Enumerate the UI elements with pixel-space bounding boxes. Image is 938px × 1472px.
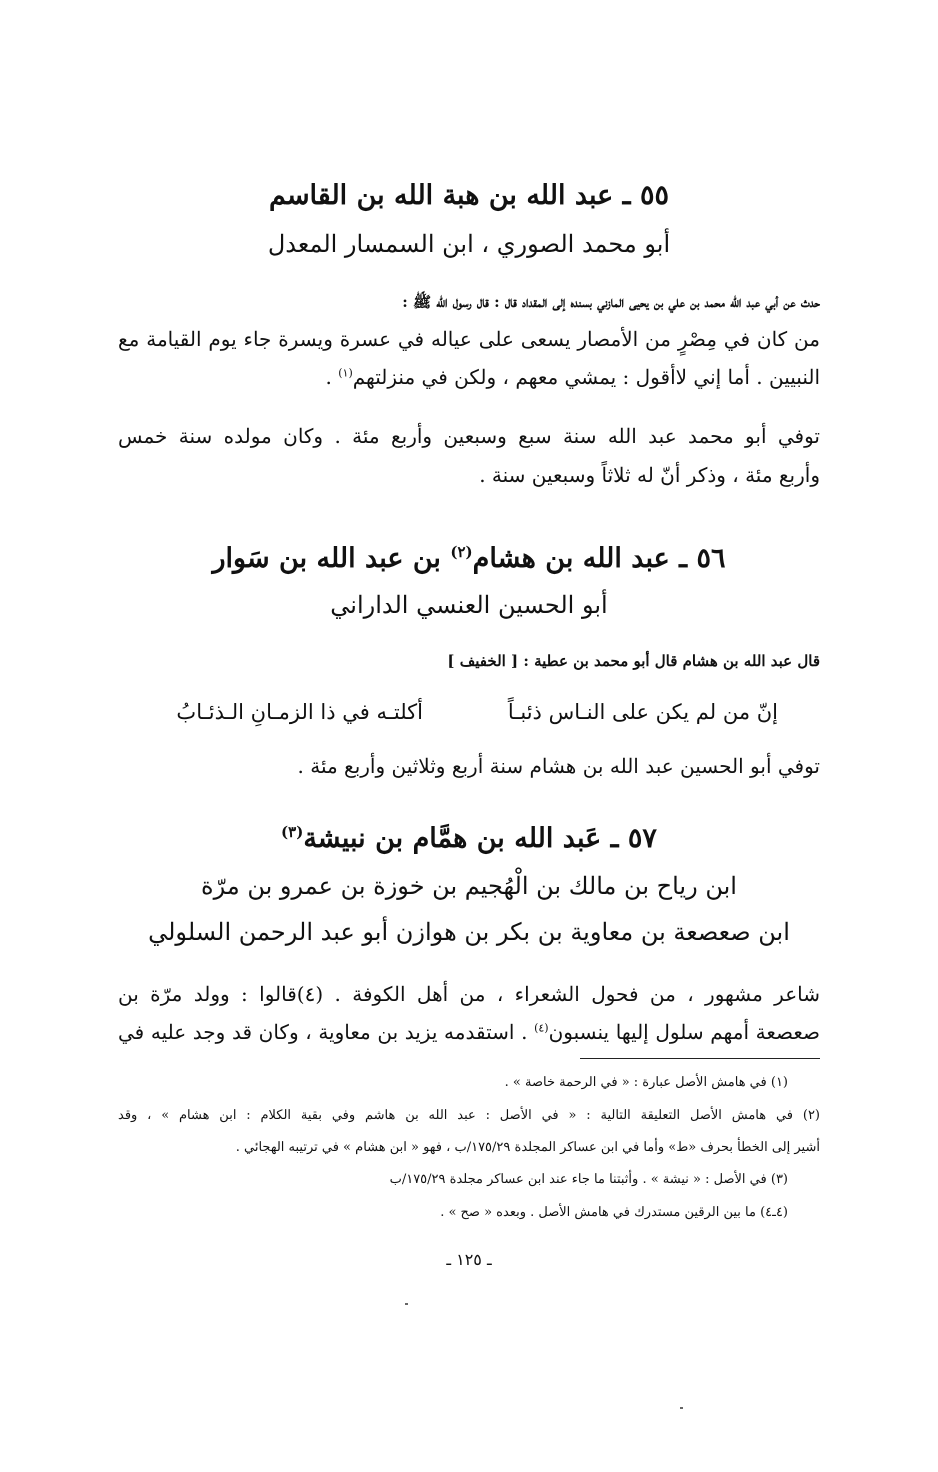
entry-56-heading-b: بن عبد الله بن سَوار [212,543,451,574]
entry-55-isnad: حدث عن أبي عبد الله محمد بن علي بن يحيى المازني بسنده إلى المقداد قال : قال رسول الله ﷺ : [402,293,820,311]
entry-55-death-line-1: توفي أبو محمد عبد الله سنة سبع وسبعين وأربع مئة . وكان مولده سنة خمس [118,424,820,448]
entry-55-heading: ٥٥ ـ عبد الله بن هبة الله بن القاسم [268,180,670,211]
verse-second-hemistich: أكلتـه في ذا الزمـانِ الـذئـابُ [176,700,423,724]
entry-57-text-line-1: شاعر مشهور ، من فحول الشعراء ، من أهل الكوفة . (٤)قالوا : وولد مرّة بن [118,982,820,1006]
scan-speck [405,1303,408,1305]
hadith-text: النبيين . أما إني لاأقول : يمشي معهم ، ولكن في منزلتهم [352,365,820,389]
footnote-ref-1: (١) [338,366,353,380]
footnote-1: (١) في هامش الأصل عبارة : « في الرحمة خاصة » . [504,1075,788,1090]
footnote-ref-4: (٤) [534,1021,549,1035]
entry-55-hadith-line-1: من كان في مِصْرٍ من الأمصار يسعى على عياله في عسرة ويسرة جاء يوم القيامة مع [118,327,820,351]
entry-57-lineage-2: ابن صعصعة بن معاوية بن بكر بن هوازن أبو عبد الرحمن السلولي [148,918,790,946]
verse-first-hemistich: إنّ من لم يكن على النـاس ذئبـاً [507,700,778,724]
footnote-ref-2: (٢) [450,543,473,561]
entry-55-death-line-2: وأربع مئة ، وذكر أنّ له ثلاثاً وسبعين سنة . [479,463,820,487]
entry-56-heading-a: ٥٦ ـ عبد الله بن هشام [472,543,726,574]
entry-56-isnad: قال عبد الله بن هشام قال أبو محمد بن عطية : [ الخفيف ] [447,652,820,670]
entry-56-death: توفي أبو الحسين عبد الله بن هشام سنة أربع وثلاثين وأربع مئة . [297,754,820,778]
entry-57-text-2a: صعصعة أمهم سلول إليها ينسبون [548,1020,820,1044]
entry-57-heading-a: ٥٧ ـ عَبد الله بن همَّام بن نبيشة [303,823,657,854]
entry-57-text-2b: . استقدمه يزيد بن معاوية ، وكان قد وجد عليه في [118,1020,535,1044]
footnote-ref-3: (٣) [281,823,304,841]
entry-57-lineage-1: ابن رياح بن مالك بن الْهُجيم بن خوزة بن عمرو بن مرّة [201,872,737,900]
entry-55-kunya: أبو محمد الصوري ، ابن السمسار المعدل [267,230,671,258]
scan-speck [680,1407,683,1409]
entry-56-kunya: أبو الحسين العنسي الداراني [330,591,608,619]
entry-55-hadith-line-2 [326,365,821,389]
footnote-3: (٣) في الأصل : « نيشة » . وأثبتنا ما جاء عند ابن عساكر مجلدة ١٧٥/٢٩/ب [389,1172,788,1187]
hadith-end: . [325,365,339,389]
entry-57-heading [0,823,938,854]
footnote-2-line-1: (٢) في هامش الأصل التعليقة التالية : « في الأصل : عبد الله بن هاشم وفي بقية الكلام : ابن هشام » ، وقد [118,1108,820,1123]
entry-56-heading [0,543,938,574]
page-number: ـ ١٢٥ ـ [446,1250,492,1269]
entry-57-text-line-2 [118,1020,820,1044]
footnote-2-line-2: أشير إلى الخطأ بحرف «ط» وأما في ابن عساكر المجلدة ١٧٥/٢٩/ب ، فهو « ابن هشام » في ترتيبه الهجائي . [235,1140,820,1155]
footnote-4: (٤ـ٤) ما بين الرقين مستدرك في هامش الأصل . وبعده « صح » . [440,1205,788,1220]
footnote-separator [580,1058,820,1059]
